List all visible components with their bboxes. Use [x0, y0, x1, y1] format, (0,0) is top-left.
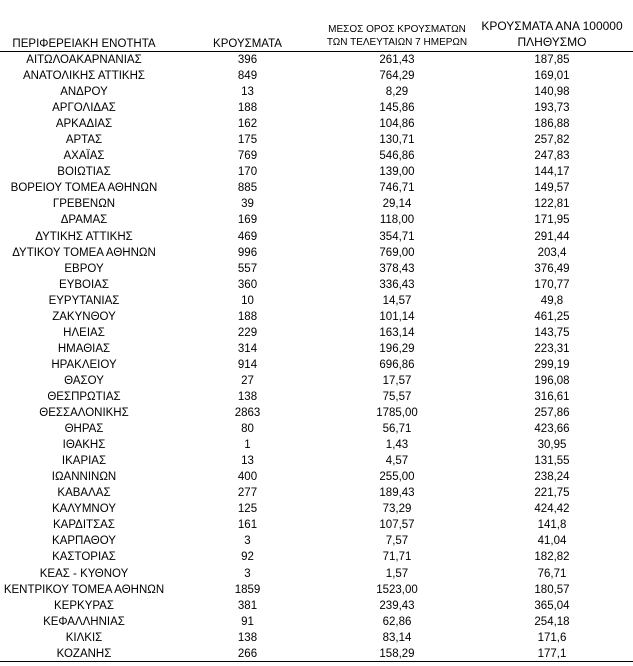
cell-avg7: 8,29 — [385, 86, 409, 99]
cell-avg7: 83,14 — [382, 631, 412, 644]
cell-cases: 80 — [241, 423, 254, 436]
table-row — [0, 389, 633, 405]
table-row — [0, 630, 633, 646]
cell-cases: 2863 — [234, 407, 261, 420]
table-row — [0, 100, 633, 116]
cell-per100k: 49,8 — [540, 294, 564, 307]
table-row — [0, 309, 633, 325]
cell-cases: 769 — [237, 150, 258, 163]
cell-cases: 885 — [237, 182, 258, 195]
cell-region: ΗΡΑΚΛΕΙΟΥ — [51, 358, 117, 371]
cell-avg7: 73,29 — [382, 503, 412, 516]
cell-per100k: 365,04 — [534, 599, 570, 612]
cell-per100k: 182,82 — [534, 551, 570, 564]
cell-cases: 849 — [237, 70, 258, 83]
table-row — [0, 646, 633, 662]
cell-cases: 125 — [237, 503, 258, 516]
cell-per100k: 221,75 — [534, 487, 570, 500]
cell-avg7: 7,57 — [385, 535, 409, 548]
cell-avg7: 378,43 — [379, 262, 415, 275]
cell-region: ΔΥΤΙΚΗΣ ΑΤΤΙΚΗΣ — [35, 230, 133, 243]
cell-per100k: 423,66 — [534, 423, 570, 436]
cell-cases: 13 — [241, 455, 254, 468]
cell-cases: 91 — [241, 615, 254, 628]
cell-cases: 360 — [237, 278, 258, 291]
cell-region: ΚΕΑΣ - ΚΥΘΝΟΥ — [39, 567, 129, 580]
cell-cases: 188 — [237, 102, 258, 115]
cell-per100k: 131,55 — [534, 455, 570, 468]
table-row — [0, 277, 633, 293]
table-row — [0, 180, 633, 196]
cell-avg7: 139,00 — [379, 166, 415, 179]
cell-avg7: 764,29 — [379, 70, 415, 83]
header-per100k — [474, 18, 630, 50]
cell-avg7: 29,14 — [382, 198, 412, 211]
header-region: ΠΕΡΙΦΕΡΕΙΑΚΗ ΕΝΟΤΗΤΑ — [12, 38, 156, 50]
table-row — [0, 582, 633, 598]
cell-cases: 175 — [237, 134, 258, 147]
table-row — [0, 357, 633, 373]
cell-avg7: 769,00 — [379, 246, 415, 259]
cell-region: ΚΑΛΥΜΝΟΥ — [52, 503, 116, 516]
table-row — [0, 68, 633, 84]
cell-per100k: 299,19 — [534, 358, 570, 371]
cell-avg7: 746,71 — [379, 182, 415, 195]
table-row — [0, 148, 633, 164]
cell-avg7: 158,29 — [379, 647, 415, 660]
table-row — [0, 373, 633, 389]
cell-region: ΗΛΕΙΑΣ — [63, 326, 105, 339]
table-row — [0, 405, 633, 421]
table-row — [0, 421, 633, 437]
cell-region: ΚΙΛΚΙΣ — [65, 631, 103, 644]
cell-cases: 396 — [237, 54, 258, 66]
cell-region: ΑΝΑΤΟΛΙΚΗΣ ΑΤΤΙΚΗΣ — [22, 70, 145, 83]
cell-region: ΒΟΡΕΙΟΥ ΤΟΜΕΑ ΑΘΗΝΩΝ — [10, 182, 158, 195]
cell-per100k: 424,42 — [534, 503, 570, 516]
cell-region: ΔΡΑΜΑΣ — [60, 214, 108, 227]
table-row — [0, 437, 633, 453]
table-row — [0, 52, 633, 68]
cell-cases: 229 — [237, 326, 258, 339]
cell-region: ΖΑΚΥΝΘΟΥ — [52, 310, 116, 323]
cell-cases: 39 — [241, 198, 254, 211]
cell-per100k: 144,17 — [534, 166, 570, 179]
header-per100k-line2: ΠΛΗΘΥΣΜΟ — [517, 35, 587, 49]
cell-cases: 314 — [237, 342, 258, 355]
cell-per100k: 149,57 — [534, 182, 570, 195]
cell-region: ΑΝΔΡΟΥ — [60, 86, 108, 99]
cell-region: ΑΡΓΟΛΙΔΑΣ — [52, 102, 116, 115]
cell-per100k: 203,4 — [537, 246, 567, 259]
cell-region: ΚΑΒΑΛΑΣ — [57, 487, 111, 500]
table-row — [0, 549, 633, 565]
cell-region: ΓΡΕΒΕΝΩΝ — [52, 198, 116, 211]
cell-per100k: 247,83 — [534, 150, 570, 163]
cell-cases: 469 — [237, 230, 258, 243]
cell-region: ΑΡΤΑΣ — [65, 134, 103, 147]
cell-region: ΒΟΙΩΤΙΑΣ — [57, 166, 111, 179]
cell-avg7: 14,57 — [382, 294, 412, 307]
cell-avg7: 336,43 — [379, 278, 415, 291]
cell-avg7: 101,14 — [379, 310, 415, 323]
cell-per100k: 257,86 — [534, 407, 570, 420]
cell-cases: 266 — [237, 647, 258, 660]
cell-avg7: 261,43 — [379, 54, 415, 66]
table-row — [0, 469, 633, 485]
header-avg7-line1: ΜΕΣΟΣ ΟΡΟΣ ΚΡΟΥΣΜΑΤΩΝ — [328, 24, 466, 35]
cell-avg7: 354,71 — [379, 230, 415, 243]
cell-region: ΕΥΒΟΙΑΣ — [59, 278, 109, 291]
cell-per100k: 238,24 — [534, 471, 570, 484]
cell-region: ΔΥΤΙΚΟΥ ΤΟΜΕΑ ΑΘΗΝΩΝ — [12, 246, 156, 259]
table-row — [0, 517, 633, 533]
cell-avg7: 1523,00 — [376, 583, 418, 596]
cell-avg7: 118,00 — [379, 214, 415, 227]
table-row — [0, 341, 633, 357]
cell-avg7: 107,57 — [379, 519, 415, 532]
cell-cases: 138 — [237, 390, 258, 403]
cell-per100k: 186,88 — [534, 118, 570, 131]
cell-avg7: 1,43 — [385, 439, 409, 452]
cell-per100k: 141,8 — [537, 519, 567, 532]
cell-per100k: 41,04 — [537, 535, 567, 548]
cell-avg7: 17,57 — [382, 374, 412, 387]
table-row — [0, 212, 633, 228]
cell-cases: 13 — [241, 86, 254, 99]
cell-cases: 161 — [237, 519, 258, 532]
cell-cases: 169 — [237, 214, 258, 227]
cell-cases: 138 — [237, 631, 258, 644]
cell-cases: 3 — [244, 535, 251, 548]
table-row — [0, 453, 633, 469]
table-body — [0, 52, 633, 662]
cell-avg7: 4,57 — [385, 455, 409, 468]
cell-per100k: 461,25 — [534, 310, 570, 323]
cell-avg7: 56,71 — [382, 423, 412, 436]
cell-cases: 996 — [237, 246, 258, 259]
cell-per100k: 177,1 — [537, 647, 567, 660]
cell-per100k: 193,73 — [534, 102, 570, 115]
cell-per100k: 376,49 — [534, 262, 570, 275]
cell-cases: 277 — [237, 487, 258, 500]
cell-avg7: 239,43 — [379, 599, 415, 612]
cell-region: ΑΙΤΩΛΟΑΚΑΡΝΑΝΙΑΣ — [26, 54, 142, 66]
cell-region: ΚΕΡΚΥΡΑΣ — [54, 599, 114, 612]
cell-avg7: 196,29 — [379, 342, 415, 355]
cell-cases: 400 — [237, 471, 258, 484]
cell-per100k: 196,08 — [534, 374, 570, 387]
cell-region: ΚΑΡΔΙΤΣΑΣ — [53, 519, 115, 532]
cell-avg7: 75,57 — [382, 390, 412, 403]
cell-cases: 3 — [244, 567, 251, 580]
cell-avg7: 696,86 — [379, 358, 415, 371]
cell-per100k: 257,82 — [534, 134, 570, 147]
cell-region: ΕΒΡΟΥ — [64, 262, 104, 275]
table-row — [0, 614, 633, 630]
cell-region: ΚΟΖΑΝΗΣ — [56, 647, 112, 660]
table-row — [0, 229, 633, 245]
cell-region: ΘΕΣΠΡΩΤΙΑΣ — [47, 390, 121, 403]
cell-avg7: 255,00 — [379, 471, 415, 484]
cell-per100k: 169,01 — [534, 70, 570, 83]
table-row — [0, 164, 633, 180]
table-row — [0, 598, 633, 614]
cell-cases: 381 — [237, 599, 258, 612]
cell-cases: 10 — [241, 294, 254, 307]
cell-per100k: 223,31 — [534, 342, 570, 355]
cell-per100k: 170,77 — [534, 278, 570, 291]
table-row — [0, 485, 633, 501]
cell-region: ΚΑΣΤΟΡΙΑΣ — [52, 551, 116, 564]
table-row — [0, 566, 633, 582]
table-row — [0, 325, 633, 341]
cell-region: ΘΕΣΣΑΛΟΝΙΚΗΣ — [39, 407, 129, 420]
cell-region: ΕΥΡΥΤΑΝΙΑΣ — [48, 294, 120, 307]
cell-avg7: 163,14 — [379, 326, 415, 339]
bottom-divider — [0, 661, 633, 662]
header-avg7 — [322, 23, 472, 49]
cell-cases: 92 — [241, 551, 254, 564]
cell-region: ΚΕΝΤΡΙΚΟΥ ΤΟΜΕΑ ΑΘΗΝΩΝ — [3, 583, 165, 596]
header-cases: ΚΡΟΥΣΜΑΤΑ — [213, 38, 282, 50]
cell-cases: 162 — [237, 118, 258, 131]
cell-avg7: 130,71 — [379, 134, 415, 147]
table-row — [0, 84, 633, 100]
table-row — [0, 245, 633, 261]
cell-region: ΑΧΑΪΑΣ — [63, 150, 105, 163]
cell-cases: 188 — [237, 310, 258, 323]
cell-avg7: 71,71 — [382, 551, 412, 564]
cell-per100k: 30,95 — [537, 439, 567, 452]
cell-cases: 557 — [237, 262, 258, 275]
cell-avg7: 1,57 — [385, 567, 409, 580]
cell-cases: 1859 — [234, 583, 261, 596]
cell-region: ΗΜΑΘΙΑΣ — [57, 342, 111, 355]
cell-region: ΘΑΣΟΥ — [64, 374, 104, 387]
cell-region: ΑΡΚΑΔΙΑΣ — [55, 118, 113, 131]
cell-per100k: 254,18 — [534, 615, 570, 628]
cell-per100k: 291,44 — [534, 230, 570, 243]
cell-cases: 27 — [241, 374, 254, 387]
cell-region: ΘΗΡΑΣ — [64, 423, 104, 436]
cell-per100k: 316,61 — [534, 390, 570, 403]
cell-region: ΙΩΑΝΝΙΝΩΝ — [51, 471, 117, 484]
cell-per100k: 180,57 — [534, 583, 570, 596]
table-row — [0, 261, 633, 277]
table-row — [0, 533, 633, 549]
cell-avg7: 1785,00 — [376, 407, 418, 420]
cell-cases: 1 — [244, 439, 251, 452]
cell-per100k: 171,6 — [537, 631, 567, 644]
cell-cases: 914 — [237, 358, 258, 371]
cell-per100k: 171,95 — [534, 214, 570, 227]
table-row — [0, 293, 633, 309]
table-row — [0, 132, 633, 148]
cell-cases: 170 — [237, 166, 258, 179]
cell-avg7: 189,43 — [379, 487, 415, 500]
cell-avg7: 62,86 — [382, 615, 412, 628]
cell-avg7: 145,86 — [379, 102, 415, 115]
cell-region: ΙΘΑΚΗΣ — [62, 439, 106, 452]
cell-avg7: 546,86 — [379, 150, 415, 163]
cell-region: ΚΑΡΠΑΘΟΥ — [52, 535, 116, 548]
header-avg7-line2: ΤΩΝ ΤΕΛΕΥΤΑΙΩΝ 7 ΗΜΕΡΩΝ — [326, 37, 468, 48]
table-row — [0, 116, 633, 132]
header-per100k-line1: ΚΡΟΥΣΜΑΤΑ ΑΝΑ 100000 — [481, 19, 623, 33]
cell-avg7: 104,86 — [379, 118, 415, 131]
cell-region: ΚΕΦΑΛΛΗΝΙΑΣ — [43, 615, 125, 628]
cell-region: ΙΚΑΡΙΑΣ — [61, 455, 107, 468]
table-row — [0, 196, 633, 212]
cell-per100k: 140,98 — [534, 86, 570, 99]
cell-per100k: 187,85 — [534, 54, 570, 66]
cell-per100k: 122,81 — [534, 198, 570, 211]
cell-per100k: 76,71 — [537, 567, 567, 580]
cell-per100k: 143,75 — [534, 326, 570, 339]
table-row — [0, 501, 633, 517]
